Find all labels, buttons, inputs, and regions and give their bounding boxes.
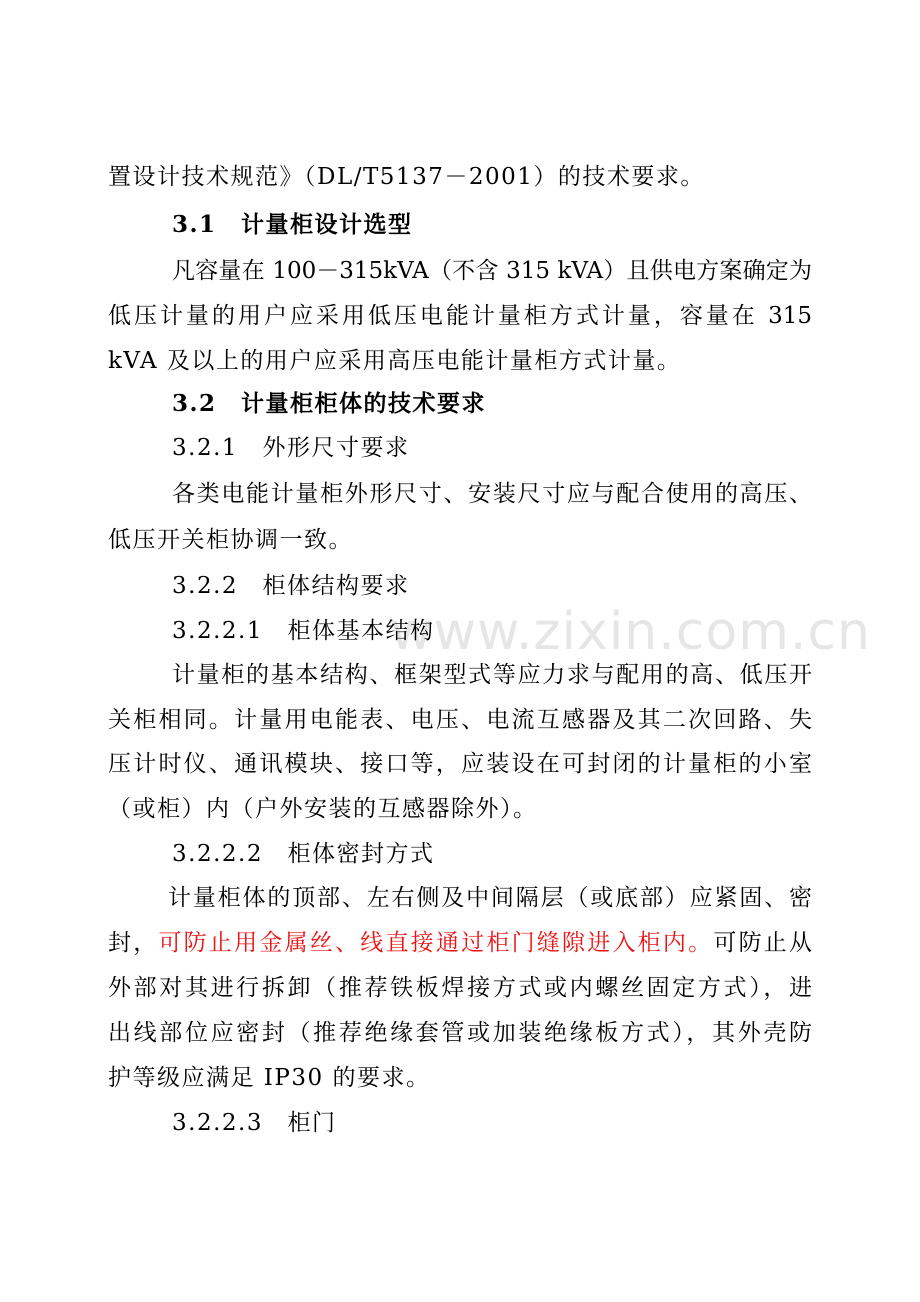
paragraph-line: 外部对其进行拆卸（推荐铁板焊接方式或内螺丝固定方式），进	[108, 975, 812, 1001]
paragraph-line: kVA 及以上的用户应采用高压电能计量柜方式计量。	[108, 348, 682, 374]
subsection-heading-3-2-2-1: 3.2.2.1 柜体基本结构	[172, 618, 435, 644]
paragraph-line: 压计时仪、通讯模块、接口等，应装设在可封闭的计量柜的小室	[108, 751, 812, 777]
subsection-heading-3-2-2-3: 3.2.2.3 柜门	[172, 1110, 337, 1136]
paragraph-line: 计量柜的基本结构、框架型式等应力求与配用的高、低压开	[172, 662, 812, 688]
paragraph-line-with-highlight	[108, 928, 812, 958]
paragraph-line: 低压计量的用户应采用低压电能计量柜方式计量，容量在 315	[108, 303, 812, 329]
highlighted-text: 可防止用金属丝、线直接通过柜门缝隙进入柜内。	[158, 930, 714, 956]
paragraph-line: 计量柜体的顶部、左右侧及中间隔层（或底部）应紧固、密	[168, 885, 812, 911]
paragraph-line: （或柜）内（户外安装的互感器除外）。	[108, 796, 538, 822]
paragraph-line: 各类电能计量柜外形尺寸、安装尺寸应与配合使用的高压、	[172, 481, 812, 507]
paragraph-line: 凡容量在 100－315kVA（不含 315 kVA）且供电方案确定为	[172, 258, 812, 284]
paragraph-line: 护等级应满足 IP30 的要求。	[108, 1065, 431, 1091]
paragraph-line: 关柜相同。计量用电能表、电压、电流互感器及其二次回路、失	[108, 707, 812, 733]
paragraph-line: 置设计技术规范》（DL/T5137－2001）的技术要求。	[108, 164, 705, 190]
paragraph-line: 出线部位应密封（推荐绝缘套管或加装绝缘板方式），其外壳防	[108, 1020, 812, 1046]
text-segment: 可防止从	[713, 930, 813, 956]
paragraph-line: 低压开关柜协调一致。	[108, 527, 353, 553]
section-heading-3-2: 3.2 计量柜柜体的技术要求	[172, 390, 487, 417]
watermark: www.zixin.com.cn	[390, 602, 871, 662]
subsection-heading-3-2-1: 3.2.1 外形尺寸要求	[172, 435, 410, 461]
subsection-heading-3-2-2-2: 3.2.2.2 柜体密封方式	[172, 841, 435, 867]
text-segment: 封，	[108, 930, 159, 956]
section-heading-3-1: 3.1 计量柜设计选型	[172, 211, 413, 238]
subsection-heading-3-2-2: 3.2.2 柜体结构要求	[172, 573, 410, 599]
